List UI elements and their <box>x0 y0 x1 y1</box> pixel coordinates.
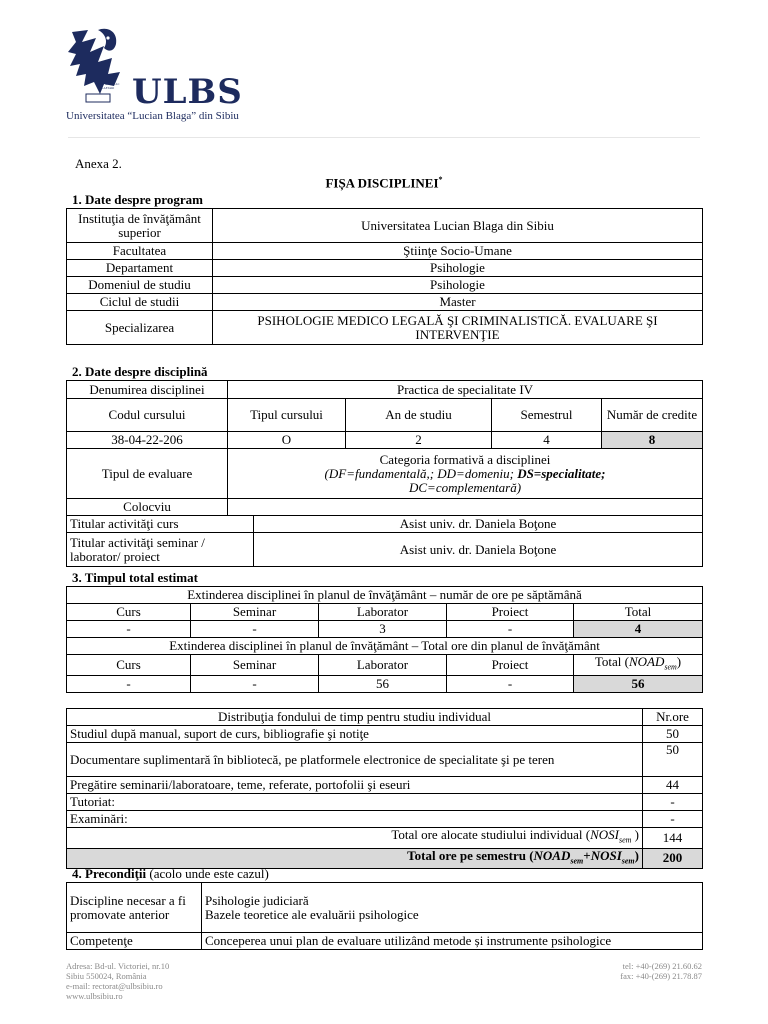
table-row <box>67 794 703 811</box>
cell-value: - <box>447 621 574 638</box>
footer-line: fax: +40-(269) 21.78.87 <box>620 971 702 981</box>
table-row <box>67 675 703 692</box>
column-header: Curs <box>67 604 191 621</box>
cell-label: Examinări: <box>67 811 643 828</box>
cell-value: PSIHOLOGIE MEDICO LEGALĂ ŞI CRIMINALISTICĂ. EVALUARE ŞI INTERVENŢIE <box>213 311 703 345</box>
table-row <box>67 294 703 311</box>
cell-label: Domeniul de studiu <box>67 277 213 294</box>
section-4-title-text: 4. Precondiţii <box>72 866 147 881</box>
university-name: Universitatea “Lucian Blaga” din Sibiu <box>66 110 239 122</box>
total-individual-text: Total ore alocate studiului individual ( <box>391 827 591 842</box>
total-individual-value: 144 <box>643 828 703 849</box>
total-semestru-value: 200 <box>643 848 703 869</box>
section-3-title: 3. Timpul total estimat <box>72 570 198 585</box>
discipline-values <box>202 883 703 933</box>
column-header: Laborator <box>319 655 447 676</box>
cell-value: - <box>447 675 574 692</box>
table-row <box>67 533 703 567</box>
cell-label: Competenţe <box>67 933 202 950</box>
table-row <box>67 743 703 777</box>
column-header: Nr.ore <box>643 709 703 726</box>
ulbs-eagle-logo-icon <box>64 22 130 110</box>
extension-total-title: Extinderea disciplinei în planul de învăţământ – Total ore din planul de învăţământ <box>67 638 703 655</box>
cell-value: O <box>228 432 346 449</box>
cell-label: Departament <box>67 260 213 277</box>
total-close: ) <box>676 654 682 669</box>
cell-label: Instituţia de învăţământ superior <box>67 209 213 243</box>
cell-label: Tipul de evaluare <box>67 449 228 499</box>
cell-label: Pregătire seminarii/laboratoare, teme, referate, portofolii şi eseuri <box>67 777 643 794</box>
cell-value: - <box>643 811 703 828</box>
categoria-line2: DC=complementară) <box>409 479 522 495</box>
column-header: Total <box>574 604 703 621</box>
cell-label: Tutoriat: <box>67 794 643 811</box>
table-row <box>67 604 703 621</box>
section-1-title: 1. Date despre program <box>72 192 203 207</box>
cell-value: 4 <box>492 432 602 449</box>
cell-value: 50 <box>643 743 703 777</box>
cell-value: 44 <box>643 777 703 794</box>
section-2-title: 2. Date despre disciplină <box>72 364 208 379</box>
table-row <box>67 260 703 277</box>
cell-label: Ciclul de studii <box>67 294 213 311</box>
cell-value: - <box>67 675 191 692</box>
footnote-mark: * <box>438 175 443 184</box>
cell-value: Practica de specialitate IV <box>228 381 703 399</box>
column-header: An de studiu <box>346 399 492 432</box>
table-row <box>67 449 703 499</box>
cell-value: Conceperea unui plan de evaluare utilizând metode și instrumente psihologice <box>202 933 703 950</box>
header-divider <box>68 137 700 138</box>
individual-study-table <box>66 708 703 869</box>
anexa-label: Anexa 2. <box>75 156 122 171</box>
sem-sub: sem <box>621 856 635 866</box>
cell-value: Universitatea Lucian Blaga din Sibiu <box>213 209 703 243</box>
footer-address <box>66 961 169 1001</box>
nosi-label: NOSI <box>590 848 622 863</box>
logo-text: ULBS <box>132 72 243 112</box>
cell-value: 56 <box>319 675 447 692</box>
total-individual-label <box>67 828 643 849</box>
table-row <box>67 933 703 950</box>
table-row <box>67 655 703 676</box>
table-row <box>67 811 703 828</box>
cell-value: Psihologie <box>213 260 703 277</box>
column-header: Seminar <box>191 655 319 676</box>
nosi-label: NOSI <box>590 827 619 842</box>
column-header: Tipul cursului <box>228 399 346 432</box>
list-item: Bazele teoretice ale evaluării psihologice <box>205 906 419 922</box>
page-header <box>0 0 768 140</box>
cell-value: 2 <box>346 432 492 449</box>
footer-contact <box>620 961 702 981</box>
discipline-table <box>66 380 703 567</box>
sem-sub: sem <box>618 835 632 845</box>
preconditions-table <box>66 882 703 950</box>
table-row <box>67 243 703 260</box>
table-row <box>67 828 703 849</box>
total-close: ) <box>634 848 639 863</box>
column-header: Semestrul <box>492 399 602 432</box>
cell-value: Asist univ. dr. Daniela Boţone <box>254 516 703 533</box>
column-header: Număr de credite <box>602 399 703 432</box>
table-row <box>67 638 703 655</box>
categoria-label: Categoria formativă a disciplinei <box>379 451 551 467</box>
table-row <box>67 726 703 743</box>
cell-label: Facultatea <box>67 243 213 260</box>
evaluare-value: Colocviu <box>67 499 228 516</box>
noad-label: NOAD <box>533 848 571 863</box>
categoria-cell <box>228 449 703 499</box>
cell-value: - <box>191 621 319 638</box>
section-4-title <box>72 866 269 882</box>
cell-value: - <box>191 675 319 692</box>
cell-label: Studiul după manual, suport de curs, bibliografie şi notiţe <box>67 726 643 743</box>
total-semestru-text: Total ore pe semestru ( <box>407 848 534 863</box>
column-header-total-noad <box>574 655 703 676</box>
table-row <box>67 709 703 726</box>
footer-line: Adresa: Bd-ul. Victoriei, nr.10 <box>66 961 170 971</box>
footer-line: Sibiu 550024, România <box>66 971 147 981</box>
cell-value: Ştiinţe Socio-Umane <box>213 243 703 260</box>
table-row <box>67 777 703 794</box>
total-close: ) <box>631 827 639 842</box>
table-row <box>67 516 703 533</box>
total-weekly-value: 4 <box>574 621 703 638</box>
column-header: Proiect <box>447 655 574 676</box>
cell-label: Titular activităţi seminar / laborator/ proiect <box>67 533 254 567</box>
document-title <box>0 175 768 191</box>
credits-value: 8 <box>602 432 703 449</box>
categoria-line1: (DF=fundamentală,; DD=domeniu; <box>324 465 518 481</box>
footer-line[interactable]: www.ulbsibiu.ro <box>66 991 123 1001</box>
categoria-options <box>231 467 699 481</box>
footer-line[interactable]: e-mail: rectorat@ulbsibiu.ro <box>66 981 163 991</box>
cell-label: Titular activităţi curs <box>67 516 254 533</box>
sem-sub: sem <box>664 662 677 672</box>
cell-label: Denumirea disciplinei <box>67 381 228 399</box>
cell-empty <box>228 499 703 516</box>
cell-label: Discipline necesar a fi promovate anterior <box>67 883 202 933</box>
column-header: Codul cursului <box>67 399 228 432</box>
cell-value: Psihologie <box>213 277 703 294</box>
column-header: Distribuţia fondului de timp pentru studiu individual <box>67 709 643 726</box>
table-row <box>67 883 703 933</box>
section-4-note: (acolo unde este cazul) <box>146 866 269 881</box>
cell-value: - <box>643 794 703 811</box>
categoria-selected: DS=specialitate; <box>517 465 606 481</box>
cell-value: - <box>67 621 191 638</box>
column-header: Proiect <box>447 604 574 621</box>
table-row <box>67 381 703 399</box>
column-header: Seminar <box>191 604 319 621</box>
cell-label: Documentare suplimentară în bibliotecă, pe platformele electronice de specialitate şi pe teren <box>67 743 643 777</box>
time-table <box>66 586 703 693</box>
plus-sign: + <box>583 848 591 863</box>
cell-value: 3 <box>319 621 447 638</box>
column-header: Laborator <box>319 604 447 621</box>
total-noad-value: 56 <box>574 675 703 692</box>
table-row <box>67 399 703 432</box>
logo-motto: BENE AGERE AC LAETARI <box>96 82 120 90</box>
footer-line: tel: +40-(269) 21.60.62 <box>622 961 702 971</box>
table-row <box>67 311 703 345</box>
document-title-text: FIȘA DISCIPLINEI <box>325 175 439 191</box>
table-row <box>67 587 703 604</box>
table-row <box>67 621 703 638</box>
cell-value: 50 <box>643 726 703 743</box>
program-table <box>66 208 703 345</box>
noad-label: NOAD <box>628 654 665 669</box>
table-row <box>67 499 703 516</box>
table-row <box>67 432 703 449</box>
table-row <box>67 209 703 243</box>
cell-value: 38-04-22-206 <box>67 432 228 449</box>
cell-value: Asist univ. dr. Daniela Boţone <box>254 533 703 567</box>
list-item: Psihologie judiciară <box>205 892 309 908</box>
column-header: Curs <box>67 655 191 676</box>
total-label: Total ( <box>594 654 629 669</box>
cell-value: Master <box>213 294 703 311</box>
table-row <box>67 277 703 294</box>
extension-weekly-title: Extinderea disciplinei în planul de învăţământ – număr de ore pe săptămână <box>67 587 703 604</box>
sem-sub: sem <box>570 856 584 866</box>
cell-label: Specializarea <box>67 311 213 345</box>
